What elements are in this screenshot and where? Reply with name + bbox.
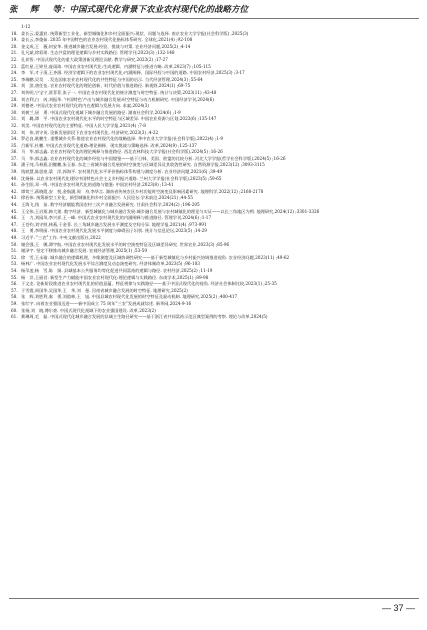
- reference-number: 33.: [11, 129, 18, 135]
- reference-number: 43.: [11, 195, 18, 201]
- reference-item: [11, 268, 419, 275]
- reference-text: 刘 滨,唐任伍. 农业农村现代化的理论创新、时代价值与推进路径. 新视野,2024(1) ;69-75: [21, 83, 191, 89]
- reference-text: 姜长云,李俊茹. 2035 年中国特色的农业农村现代化指标体系研究. 全球化,2021(4) ;92-108: [21, 37, 193, 43]
- reference-item: [11, 182, 419, 189]
- reference-text: 王 力,刘园凤,李兴祥,王一峰. 中国式农业农村现代化的内涵阐释与推进路径. 管理学刊,2024(6) ;1-17: [21, 215, 212, 221]
- reference-number: 51.: [11, 248, 18, 254]
- reference-number: 44.: [11, 202, 18, 208]
- reference-text: 杨 洋,王丽君. 新型生产力赋能中国农业农村现代化:理论逻辑与实践路径. 东南学术,2025(1) ;89-98: [21, 274, 209, 280]
- reference-item: [11, 37, 419, 44]
- reference-number: 49.: [11, 235, 18, 240]
- reference-text: 蓝红星,王婷昱,庞雨琦. 中国农业农村现代化:生成逻辑、内涵特征与推进方略. 改革,2023(7) ;105-115: [21, 63, 211, 69]
- reference-number: 27.: [11, 89, 18, 95]
- reference-number: 35.: [11, 142, 18, 148]
- header-author: 张 辉: [9, 5, 41, 15]
- reference-number: 39.: [11, 169, 18, 175]
- reference-text: 刘树兰,屈 勇. 中国式现代化视域下城乡融合发展的路径. 湖南社会科学,2024(6) ;1-9: [21, 109, 181, 115]
- reference-text: 王全伟,王启翔,韩大建. 数字经济、新型城镇化与城乡融合发展:城乡融合发展与农村城镇化的理论与实证——以长三角地区为例. 地理研究,2024(12) ;3301-3326: [21, 208, 320, 214]
- reference-number: 59.: [11, 300, 18, 306]
- reference-item: [11, 83, 419, 90]
- reference-number: 30.: [11, 109, 18, 115]
- reference-number: 32.: [11, 122, 18, 128]
- reference-text: 1-12: [21, 24, 31, 29]
- reference-text: 王苍钧,刘守照,林燕,于金菲. 长三角城乡融合发展水平测度及空间分异. 地理学报,2021(4) ;973-991: [21, 221, 207, 227]
- header-title: 等：中国式现代化背景下农业农村现代化的战略方位: [52, 5, 249, 15]
- reference-text: 习近平. "三农"工作. 中央文献出版社,2022: [21, 235, 101, 240]
- reference-text: 李瑞鹏,吴昊 . 发达国家农业农村现代化的共性特征与中国的启示. 当代经济管理,2024(3) ;55-64: [21, 76, 203, 82]
- reference-number: 22.: [11, 56, 18, 62]
- reference-item: [11, 294, 419, 301]
- reference-text: 刘吉利,白 芮,刘振华. '中国特色'产出与城乡融合发展:时空特征与动力机制研究. 中国经济学刊,2024(6): [21, 96, 214, 102]
- reference-text: 刘 璐,谭 平. 中国农业农村现代化水平的时空特征与区域差异. 中国农业资源与区划,2023(6) ;135-147: [21, 116, 217, 122]
- reference-item: [11, 136, 419, 143]
- reference-text: 姜长云,姜惠宸. 统筹新型工业化、新型城镇化和乡村全面振兴:现状、问题与选择. 南京农业大学学报(社会科学版) ,2025(3): [21, 30, 249, 36]
- reference-number: 24.: [11, 70, 18, 76]
- reference-item: [11, 314, 419, 321]
- reference-item: [11, 261, 419, 268]
- reference-text: 赛琳周,毛 磊. 中国式现代化城乡融合发展的县域主生路径研究——基于浙江省共同富裕示范区典型案例的考察. 理论与改革,2024(5): [21, 314, 268, 320]
- reference-number: 42.: [11, 188, 18, 194]
- reference-text: 于文龙. 论新阶段推进农业农村现代化的价值意蕴、特征规律与实践路径——基于中国式现代化的视角. 经济社会体制比较,2023(1) ;25-35: [21, 281, 277, 287]
- reference-text: 钱轶慧,陈思豪,梁 洋,郭海平. 农村现代化水平评价指标体系构建与测度分析. 农业经济问题,2021(6) ;39-49: [21, 169, 223, 175]
- reference-number: 23.: [11, 63, 18, 69]
- reference-number: 18.: [11, 30, 18, 36]
- reference-number: 20.: [11, 43, 18, 49]
- reference-text: 马 华,郭志鑫. 农业农村现代化的理论阐释与推进路径. 西北农林科技大学学报(社会科学版),2024(5) ;16-26: [21, 149, 223, 155]
- reference-item: [11, 235, 419, 242]
- reference-item: [11, 24, 419, 31]
- reference-number: 47.: [11, 221, 18, 227]
- reference-text: 于雪霞,周国华,吴国华,王 华,刘 曼. 河南省城乡融合发展的时空特征. 地理研究,2025(2): [21, 287, 188, 293]
- reference-text: 杨孕凌,杨 雪,陈 娟. 县域基本公共服务均等化促进共同富裕的逻辑与路径. 农村经济,2025(2) ;11-19: [21, 267, 213, 273]
- reference-number: 40.: [11, 175, 18, 181]
- reference-number: 53.: [11, 261, 18, 267]
- reference-item: [11, 57, 419, 64]
- reference-text: 马 华,郭志鑫. 农业农村现代化的城乡经验与中国镜鉴——基于日韩、美国、欧盟的比较分析. 河北大学学报(哲学社会科学版),2024(5) ;16-26: [21, 155, 286, 161]
- footer-rule: [9, 598, 419, 599]
- page-number: — 37 —: [381, 603, 415, 613]
- reference-number: 21.: [11, 50, 18, 56]
- reference-text: 刘德尧. 中国式农业农村现代化的内在逻辑与发展方向. 求索,2024(3): [21, 103, 149, 109]
- reference-text: 孔祥智. 中国式现代化的重大政策创新及理论贡献. 教学与研究,2023(2) ;17-27: [21, 56, 168, 62]
- reference-text: 刘美. 中国农村现代化的主要特征. 中国人民大学学报,2021(4) ;7-8: [21, 122, 146, 128]
- reference-number: 48.: [11, 228, 18, 234]
- reference-text: 徐若伟. 统筹新型工业化、新型城镇化和乡村全面振兴. 人民论坛·学术前沿,2024(21) ;44-55: [21, 195, 193, 201]
- reference-number: 26.: [11, 83, 18, 89]
- reference-item: [11, 281, 419, 288]
- reference-text: 谢会强,王 娜,谭宇航. 中国农业农村现代化发展水平的时空演变特征及区域差异研究. 世界农业,2023(3) ;85-96: [21, 241, 230, 247]
- reference-item: [11, 248, 419, 255]
- reference-text: 王海飞,钱 苗. 数字经济赋能我国农村三次产业融合发展研究. 甘肃社会科学,2024(2) ;196-205: [21, 202, 200, 208]
- reference-number: 41.: [11, 182, 18, 188]
- reference-text: 吕新军,杜鹏. 中国式农业现代化道路:理论阐释、现实挑战与策略选择. 改革,2024(9) ;125-137: [21, 142, 197, 148]
- reference-text: 谭莺兰,蒋晓霞,安 悦,金航涵,周 舟,李华言. 湖南省传统农区乡村功能时空演变及影响因素研究. 地理科学,2022(12) ;2168-2178: [21, 188, 264, 194]
- reference-text: 杨林广. 中国农业农村现代化发展水平综合测度及动态演变研究. 经济体制改革,2023(5) ;96-103: [21, 261, 200, 267]
- reference-item: [11, 301, 419, 308]
- reference-number: 56.: [11, 281, 18, 287]
- reference-list: [11, 24, 419, 321]
- reference-number: 38.: [11, 162, 18, 168]
- reference-item: [11, 90, 419, 97]
- reference-text: 刘 伟,刘守英. 论新发展阶段下农业农村现代化. 经济研究,2023(3) ;4-22: [21, 129, 159, 135]
- reference-number: 57.: [11, 287, 18, 293]
- reference-number: 19.: [11, 37, 18, 43]
- reference-number: 25.: [11, 76, 18, 82]
- reference-text: 孙生阳,邓一鸣. 中国农业农村现代化的道路与镜鉴: 中国农村经济,2023(8) ;13-41: [21, 182, 174, 188]
- reference-number: 54.: [11, 267, 18, 273]
- reference-item: [11, 215, 419, 222]
- reference-number: 46.: [11, 215, 18, 221]
- reference-number: 34.: [11, 136, 18, 142]
- reference-text: 罗必良,耿鹏生. 重塑城乡关系:推进农业农村现代化的战略选择. 华中农业大学学报(社会科学版),2022(4) ;1-9: [21, 136, 224, 142]
- reference-number: 45.: [11, 208, 18, 214]
- reference-text: 张扬,刘 晓,傅尔豪. 中国式现代化视域下的农业强国建设. 改革,2023(2): [21, 307, 156, 313]
- header-rule: [9, 18, 419, 19]
- reference-text: 李 军,才子清,王齐澶. 经济学逻辑下的农业农村现代化:内涵阐释、国际经验与中国的道路. 中国农村经济,2025(3) ;3-17: [21, 70, 245, 76]
- reference-text: 刘传明,宁宝宁,贾菲菲,张子一. 中国农业农村现代化的统计测度与时空特征. 统计与决策,2023(11) ;43-48: [21, 89, 217, 95]
- reference-text: 金文成,王 薇,何安华. 推进城乡融合发展:经验、挑战与对策. 农业经济问题,2025(2) ;4-14: [21, 43, 191, 49]
- reference-text: 张红宇. 向着农业强国迈进——新中国成立 75 周年“三农”发展成就综述. 新华网,2024-9-16: [21, 300, 192, 306]
- reference-text: 孔凡斌,徐彩瑶. 生态共富的理论逻辑与乡村实践路径. 管理学刊,2023(3) ;132-148: [21, 50, 175, 56]
- reference-number: 52.: [11, 254, 18, 260]
- reference-text: 沈扬扬. 以农业农村现代化建设中国特色社会主义乡村振兴道路. 兰州大学学报(社会科学版),2023(5) ;59-65: [21, 175, 222, 181]
- reference-text: 王 勇,李明丽. 中国农业农村现代化发展水平测度与障碍因子识别. 统计与信息论坛,2023(5) ;14-29: [21, 228, 207, 234]
- reference-number: 61.: [11, 314, 18, 320]
- running-header: [9, 3, 419, 17]
- reference-number: 55.: [11, 274, 18, 280]
- reference-item: [11, 169, 419, 176]
- reference-item: [11, 202, 419, 209]
- reference-number: 29.: [11, 103, 18, 109]
- reference-item: [11, 50, 419, 57]
- reference-number: 28.: [11, 96, 18, 102]
- reference-text: 潘子纯,马林燕,田继鹏,朱玉春. 东北三省城乡融合发展的时空演变与区域差异及其收敛性研究. 自然资源学报,2023(12) ;3093-3115: [21, 162, 265, 168]
- reference-number: 31.: [11, 116, 18, 122]
- reference-item: [11, 123, 419, 130]
- reference-number: 60.: [11, 307, 18, 313]
- reference-item: [11, 116, 419, 123]
- reference-item: [11, 103, 419, 110]
- reference-text: 谢泽宇. 坚定不移推动城乡融合发展. 宏观经济管理,2025(1) ;53-59: [21, 248, 147, 254]
- reference-item: [11, 228, 419, 235]
- reference-number: 58.: [11, 294, 18, 300]
- reference-number: 36.: [11, 149, 18, 155]
- reference-item: [11, 149, 419, 156]
- reference-number: 50.: [11, 241, 18, 247]
- reference-text: 张 辉,刘胜利,秦 勇,刘韵林,王 旭. 中国县域农村现代化发展的时空特征及驱动机制. 地理研究,2025(2) ;400-417: [21, 294, 238, 300]
- reference-text: 徐 雪,王永瑜. 城乡融合的逻辑机理、多维测度及区域协调性研究——基于新型城镇化与乡村振兴协调推进视角. 农业经济问题,2023(11) ;49-62: [21, 254, 290, 260]
- reference-number: 37.: [11, 155, 18, 161]
- reference-item: [11, 70, 419, 77]
